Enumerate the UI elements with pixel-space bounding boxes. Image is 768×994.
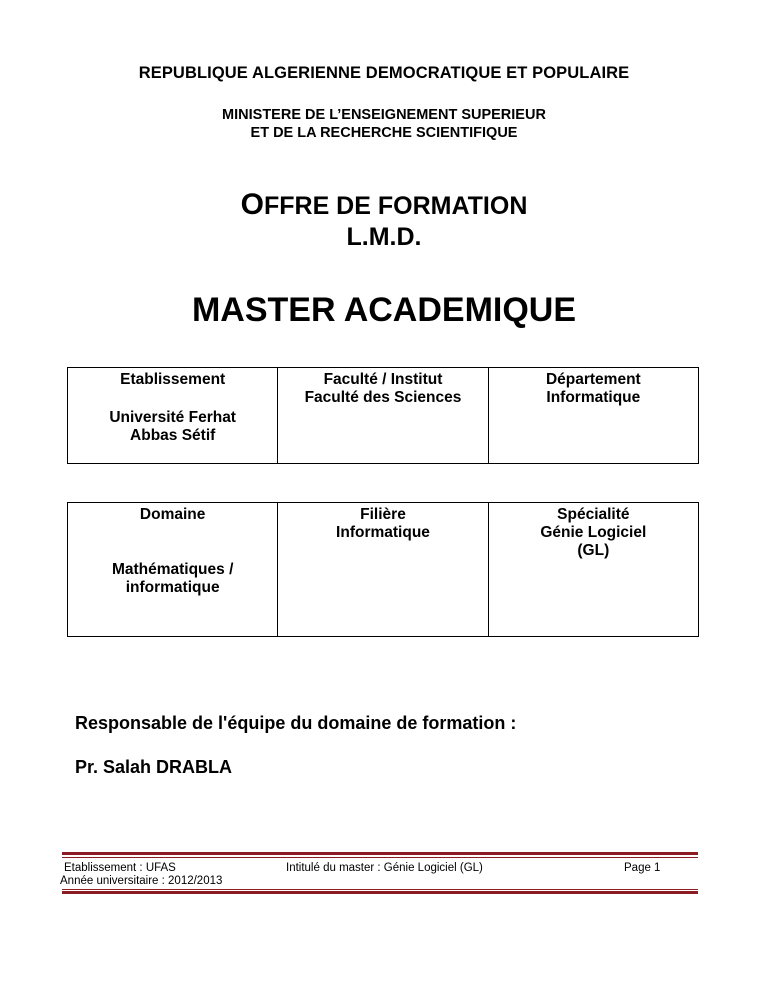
ministry-heading-line2: ET DE LA RECHERCHE SCIENTIFIQUE (250, 125, 518, 141)
offre-title (0, 190, 768, 221)
domaine-value-line1: Mathématiques / (111, 561, 234, 578)
domaine-cell (68, 503, 278, 637)
departement-label: Département (545, 371, 641, 388)
footer-annee: Année universitaire : 2012/2013 (60, 875, 223, 887)
filiere-label: Filière (360, 506, 406, 523)
offre-title-rest: FFRE DE FORMATION (263, 192, 528, 220)
specialite-label: Spécialité (557, 506, 630, 523)
footer-rule-top-thin (62, 857, 698, 858)
etablissement-value-line2: Abbas Sétif (130, 427, 216, 444)
ministry-heading-line1: MINISTERE DE L’ENSEIGNEMENT SUPERIEUR (222, 107, 546, 123)
footer-rule-bottom-thin (62, 889, 698, 890)
specialite-cell (488, 503, 698, 637)
specialite-value-line2: (GL) (577, 542, 610, 559)
faculte-label: Faculté / Institut (323, 371, 443, 388)
master-title: MASTER ACADEMIQUE (191, 291, 577, 329)
lmd-title: L.M.D. (346, 223, 422, 251)
faculte-cell (278, 368, 488, 464)
faculte-value: Faculté des Sciences (304, 389, 462, 406)
responsable-name: Pr. Salah DRABLA (75, 757, 233, 777)
footer-rule-top-thick (62, 852, 698, 855)
footer-page-number: Page 1 (624, 862, 661, 874)
offre-title-initial: O (240, 188, 264, 221)
filiere-value: Informatique (336, 524, 430, 541)
footer-etablissement: Etablissement : UFAS (64, 862, 176, 874)
institution-table (67, 367, 699, 464)
domain-table (67, 502, 699, 637)
domaine-value-line2: informatique (125, 579, 220, 596)
departement-value: Informatique (546, 389, 641, 406)
specialite-value-line1: Génie Logiciel (540, 524, 647, 541)
etablissement-value-line1: Université Ferhat (109, 409, 236, 426)
footer-rule-bottom-thick (62, 891, 698, 894)
etablissement-label: Etablissement (120, 371, 226, 388)
responsable-label: Responsable de l'équipe du domaine de formation : (75, 713, 517, 733)
departement-cell (488, 368, 698, 464)
domaine-label: Domaine (139, 506, 206, 523)
filiere-cell (278, 503, 488, 637)
footer-intitule: Intitulé du master : Génie Logiciel (GL) (286, 862, 483, 874)
etablissement-cell (68, 368, 278, 464)
republic-heading: REPUBLIQUE ALGERIENNE DEMOCRATIQUE ET POPULAIRE (138, 64, 630, 82)
